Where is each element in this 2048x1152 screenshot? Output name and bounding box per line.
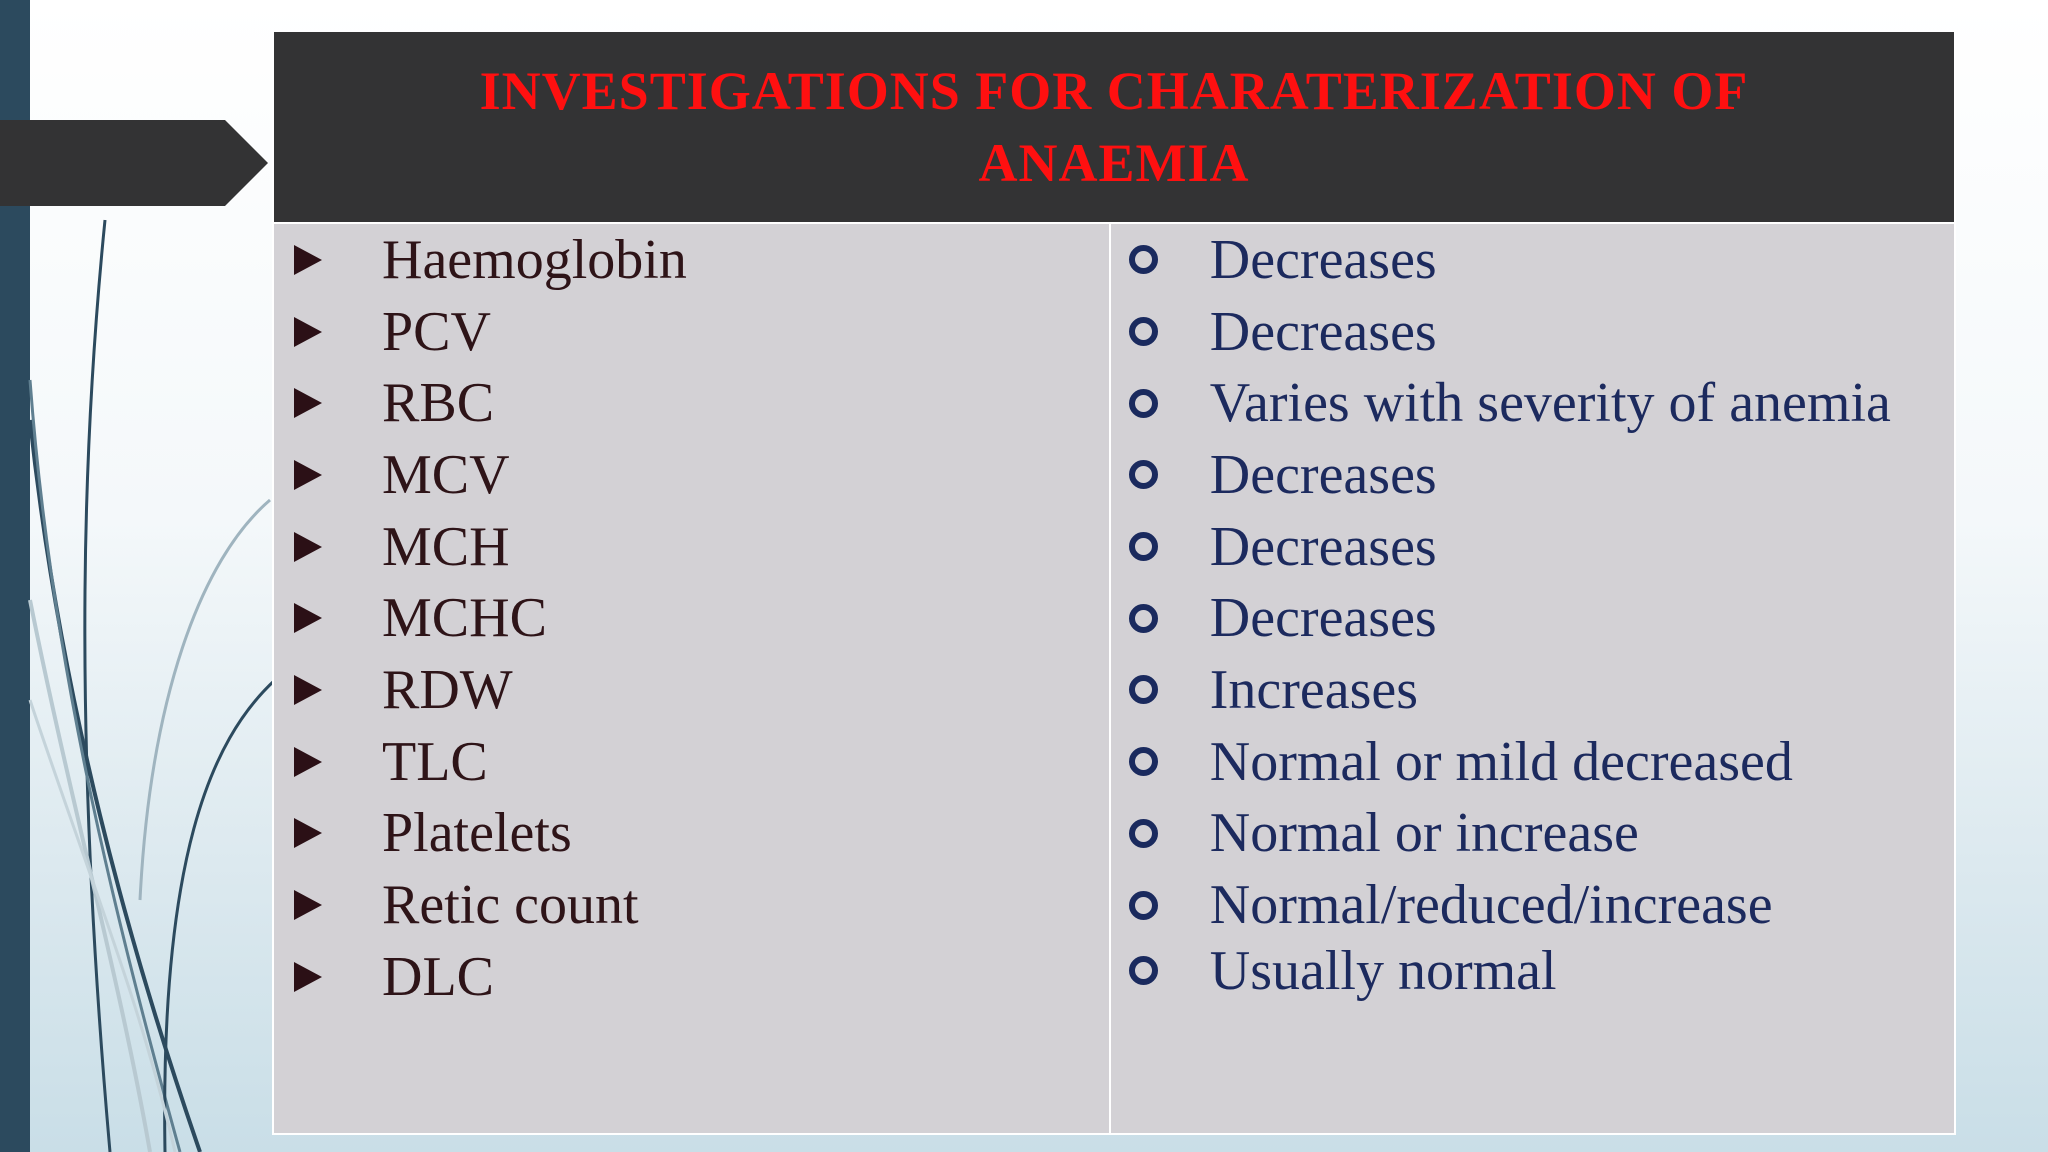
finding-text: Normal or increase: [1209, 802, 1639, 865]
hollow-circle-bullet-icon: [1129, 245, 1158, 274]
investigation-item: [274, 941, 1109, 1013]
table-header: [273, 31, 1955, 223]
finding-item: [1111, 654, 1954, 726]
investigation-item: [274, 511, 1109, 583]
hollow-circle-bullet-icon: [1129, 675, 1158, 704]
finding-text: Decreases: [1209, 515, 1437, 578]
hollow-circle-bullet-icon: [1129, 317, 1158, 346]
finding-text: Decreases: [1209, 443, 1437, 506]
finding-item: [1111, 367, 1954, 439]
investigation-name: TLC: [382, 730, 488, 793]
investigation-item: [274, 869, 1109, 941]
investigation-item: [274, 726, 1109, 798]
arrow-tab-decoration: [0, 120, 270, 206]
triangle-bullet-icon: [294, 890, 322, 920]
hollow-circle-bullet-icon: [1129, 460, 1158, 489]
hollow-circle-bullet-icon: [1129, 747, 1158, 776]
triangle-bullet-icon: [294, 388, 322, 418]
investigation-table: [272, 30, 1956, 1135]
hollow-circle-bullet-icon: [1129, 891, 1158, 920]
page-title: INVESTIGATIONS FOR CHARATERIZATION OF ANAEMIA: [479, 61, 1749, 193]
investigation-name: RBC: [382, 372, 495, 435]
triangle-bullet-icon: [294, 818, 322, 848]
investigation-item: [274, 798, 1109, 870]
finding-item: [1111, 511, 1954, 583]
triangle-bullet-icon: [294, 460, 322, 490]
finding-text: Varies with severity of anemia: [1209, 372, 1891, 435]
investigation-item: [274, 654, 1109, 726]
hollow-circle-bullet-icon: [1129, 389, 1158, 418]
investigation-item: [274, 296, 1109, 368]
hollow-circle-bullet-icon: [1129, 819, 1158, 848]
investigation-name: MCV: [382, 443, 510, 506]
investigation-name: DLC: [382, 945, 494, 1008]
finding-item: [1111, 439, 1954, 511]
triangle-bullet-icon: [294, 532, 322, 562]
finding-text: Decreases: [1209, 300, 1437, 363]
finding-item: [1111, 296, 1954, 368]
triangle-bullet-icon: [294, 603, 322, 633]
investigation-name: Haemoglobin: [382, 228, 687, 291]
triangle-bullet-icon: [294, 962, 322, 992]
finding-text: Usually normal: [1209, 939, 1557, 1002]
investigation-item: [274, 367, 1109, 439]
hollow-circle-bullet-icon: [1129, 956, 1158, 985]
investigation-name: MCH: [382, 515, 510, 578]
investigation-name: MCHC: [382, 587, 547, 650]
finding-text: Normal/reduced/increase: [1209, 874, 1773, 937]
finding-item: [1111, 798, 1954, 870]
finding-text: Increases: [1209, 658, 1419, 721]
finding-text: Normal or mild decreased: [1209, 730, 1793, 793]
investigation-names-column: [273, 223, 1110, 1134]
investigation-item: [274, 224, 1109, 296]
investigation-list: [274, 224, 1109, 1013]
hollow-circle-bullet-icon: [1129, 604, 1158, 633]
finding-item: [1111, 726, 1954, 798]
finding-text: Decreases: [1209, 228, 1437, 291]
triangle-bullet-icon: [294, 245, 322, 275]
finding-text: Decreases: [1209, 587, 1437, 650]
investigation-item: [274, 582, 1109, 654]
investigation-name: Retic count: [382, 874, 639, 937]
hollow-circle-bullet-icon: [1129, 532, 1158, 561]
triangle-bullet-icon: [294, 747, 322, 777]
finding-list: [1111, 224, 1954, 1001]
investigation-name: RDW: [382, 658, 513, 721]
investigation-name: PCV: [382, 300, 491, 363]
finding-item: [1111, 869, 1954, 941]
finding-item: [1111, 224, 1954, 296]
finding-item: [1111, 941, 1954, 1001]
investigation-findings-column: [1110, 223, 1955, 1134]
finding-item: [1111, 582, 1954, 654]
investigation-item: [274, 439, 1109, 511]
investigation-name: Platelets: [382, 802, 572, 865]
triangle-bullet-icon: [294, 317, 322, 347]
triangle-bullet-icon: [294, 675, 322, 705]
